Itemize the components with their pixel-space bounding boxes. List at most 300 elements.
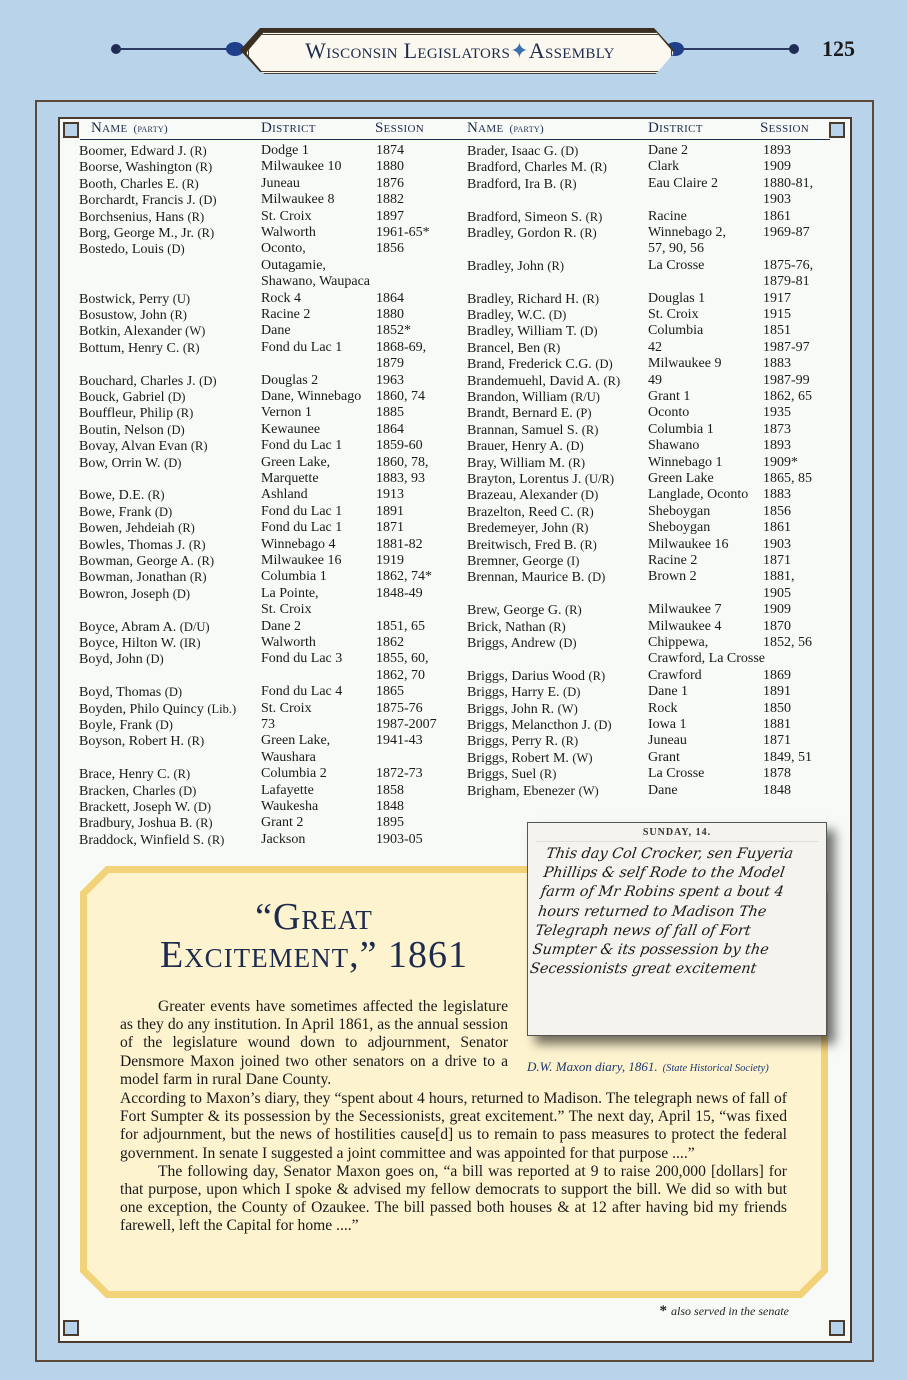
table-row xyxy=(467,651,833,667)
party: (R) xyxy=(195,816,213,831)
table-row xyxy=(79,701,446,717)
party: (R) xyxy=(577,504,594,519)
header-rule-left xyxy=(118,48,230,50)
table-row xyxy=(467,225,833,241)
district: Green Lake xyxy=(648,471,714,486)
session: 1917 xyxy=(763,290,791,306)
table-row xyxy=(467,586,833,602)
header-rule-end-dot-right xyxy=(789,44,799,54)
table-row xyxy=(79,274,446,290)
session: 1903-05 xyxy=(376,831,423,847)
district: La Crosse xyxy=(648,257,705,273)
session: 1881 xyxy=(763,717,791,732)
legislator-name: Briggs, Suel (R) xyxy=(467,767,557,783)
table-row xyxy=(467,717,833,733)
table-row xyxy=(467,684,833,700)
frame-corner-ornament xyxy=(829,1320,845,1336)
table-row xyxy=(79,815,446,831)
legislator-name: Bowe, D.E. (R) xyxy=(79,488,165,504)
party: (R) xyxy=(585,209,603,224)
legislator-name: Breitwisch, Fred B. (R) xyxy=(467,537,597,553)
party: (R) xyxy=(603,373,621,388)
legislator-name: Bowles, Thomas J. (R) xyxy=(79,537,206,553)
frame-corner-ornament xyxy=(63,1320,79,1336)
session: 1963 xyxy=(376,372,404,388)
session: 1849, 51 xyxy=(763,749,812,765)
session: 1919 xyxy=(376,553,404,568)
table-row xyxy=(467,422,833,438)
legislator-name: Brand, Frederick C.G. (D) xyxy=(467,357,613,373)
session: 1865 xyxy=(376,684,404,700)
district: La Pointe, xyxy=(261,585,319,601)
legislator-name: Bouchard, Charles J. (D) xyxy=(79,373,217,389)
sidebar-paragraph-narrow: Greater events have sometimes affected the legislature as they do any institution. In April 1861, as the annual session of the legislature wound down to adjournment, Senator Densmore Maxon joined two other senators on a drive to a model farm in rural Dane County. xyxy=(120,998,508,1088)
party: (I) xyxy=(566,554,580,568)
legislator-name: Bradford, Charles M. (R) xyxy=(467,160,607,176)
district: Fond du Lac 4 xyxy=(261,684,343,700)
district: Dane 2 xyxy=(648,143,689,158)
district: Juneau xyxy=(261,175,300,191)
table-row xyxy=(79,651,446,667)
party: (R) xyxy=(543,340,561,355)
district: Milwaukee 9 xyxy=(648,356,722,372)
frame-corner-ornament xyxy=(63,122,79,138)
table-row xyxy=(79,586,446,602)
district: St. Croix xyxy=(261,700,312,716)
table-row xyxy=(79,373,446,389)
party: (R) xyxy=(147,488,165,503)
legislator-name: Brigham, Ebenezer (W) xyxy=(467,783,599,799)
session: 1891 xyxy=(763,684,791,700)
district: Kewaunee xyxy=(261,421,321,437)
party: (R) xyxy=(580,226,597,240)
table-row xyxy=(79,832,446,848)
table-row xyxy=(467,176,833,192)
party: (D) xyxy=(167,422,185,437)
legislator-name: Bowman, Jonathan (R) xyxy=(79,570,207,586)
session: 1858 xyxy=(376,782,404,798)
party: (D) xyxy=(563,685,581,700)
district: Sheboygan xyxy=(648,503,711,519)
legislator-name: Bosustow, John (R) xyxy=(79,308,187,323)
table-row xyxy=(467,192,833,208)
party: (D) xyxy=(146,652,164,667)
session: 1883, 93 xyxy=(376,471,425,486)
session: 1905 xyxy=(763,585,791,601)
legislator-name: Braddock, Winfield S. (R) xyxy=(79,832,225,848)
party: (R) xyxy=(170,308,187,322)
party: (R) xyxy=(539,767,557,782)
session: 1878 xyxy=(763,766,791,782)
legislator-name: Brader, Isaac G. (D) xyxy=(467,144,579,159)
session: 1961-65* xyxy=(376,225,430,240)
district: Milwaukee 16 xyxy=(261,553,342,568)
session: 1848-49 xyxy=(376,585,423,601)
party: (R) xyxy=(581,422,599,437)
table-row xyxy=(79,422,446,438)
table-row xyxy=(467,438,833,454)
session: 1903 xyxy=(763,536,791,552)
party: (D) xyxy=(559,636,577,650)
session: 1860, 78, xyxy=(376,454,429,470)
table-row xyxy=(467,750,833,766)
legislator-name: Boyle, Frank (D) xyxy=(79,718,173,733)
district: Milwaukee 10 xyxy=(261,159,342,175)
legislator-name: Bowe, Frank (D) xyxy=(79,504,173,520)
legislator-name: Boyd, Thomas (D) xyxy=(79,685,183,701)
table-row xyxy=(467,159,833,175)
session: 1895 xyxy=(376,815,404,831)
district: Fond du Lac 1 xyxy=(261,503,343,519)
district: Crawford, La Crosse xyxy=(648,651,766,667)
session: 1848 xyxy=(763,782,791,798)
table-row xyxy=(467,553,833,569)
party: (R) xyxy=(588,668,606,683)
party: (IR) xyxy=(179,636,201,650)
column-header-rule xyxy=(80,139,830,140)
table-row xyxy=(79,619,446,635)
legislator-name: Boutin, Nelson (D) xyxy=(79,422,185,438)
party: (R) xyxy=(178,521,195,536)
session: 1868-69, xyxy=(376,339,427,355)
party: (D) xyxy=(193,800,212,814)
district: Grant 2 xyxy=(261,815,304,831)
legislator-name: Bradley, William T. (D) xyxy=(467,324,598,340)
legislator-name: Boyce, Abram A. (D/U) xyxy=(79,619,210,635)
party: (R) xyxy=(188,537,206,552)
party: (D) xyxy=(154,504,173,519)
session: 1848 xyxy=(376,799,404,814)
party: (R) xyxy=(549,619,566,634)
district: Iowa 1 xyxy=(648,717,687,732)
table-row xyxy=(467,274,833,290)
table-row xyxy=(79,471,446,487)
legislator-name: Bremner, George (I) xyxy=(467,554,580,569)
party: (R) xyxy=(173,767,191,782)
legislator-name: Brayton, Lorentus J. (U/R) xyxy=(467,472,614,487)
session: 1864 xyxy=(376,290,404,306)
party: (R) xyxy=(187,209,205,224)
legislator-name: Brackett, Joseph W. (D) xyxy=(79,800,212,815)
session: 1883 xyxy=(763,487,791,503)
legislator-name: Bradley, Gordon R. (R) xyxy=(467,226,597,241)
district: Juneau xyxy=(648,733,687,749)
table-row xyxy=(467,307,833,323)
district: St. Croix xyxy=(648,307,699,322)
session: 1876 xyxy=(376,175,404,191)
diary-handwriting: This day Col Crocker, sen Fuyeria Phillips & self Rode to the Model farm of Mr Robins spent a bout 4 hours returned to Madison The Telegraph news of fall of Fort Sumpter & its possession by the Secessionists great excitement xyxy=(528,846,795,978)
legislator-name: Bowen, Jehdeiah (R) xyxy=(79,521,195,537)
table-row xyxy=(467,405,833,421)
table-row xyxy=(79,635,446,651)
party: (U/R) xyxy=(584,472,614,486)
district: Rock 4 xyxy=(261,290,302,306)
session: 1969-87 xyxy=(763,225,810,240)
district: Shawano xyxy=(648,438,700,454)
party: (D) xyxy=(587,570,606,585)
district: Milwaukee 7 xyxy=(648,602,722,618)
party: (R) xyxy=(190,144,207,158)
district: Winnebago 4 xyxy=(261,536,336,552)
table-row xyxy=(467,569,833,585)
legislator-name: Briggs, Darius Wood (R) xyxy=(467,668,606,684)
party: (R) xyxy=(547,258,565,273)
session: 1941-43 xyxy=(376,733,423,749)
party: (W) xyxy=(578,783,599,798)
frame-corner-ornament xyxy=(829,122,845,138)
table-row xyxy=(467,373,833,389)
table-row xyxy=(467,209,833,225)
district: Fond du Lac 1 xyxy=(261,339,343,355)
column-header-name-right: Name (party) xyxy=(467,120,544,136)
district: Columbia 1 xyxy=(648,421,714,437)
legislator-name: Brancel, Ben (R) xyxy=(467,340,561,356)
session: 1852* xyxy=(376,323,411,339)
table-row xyxy=(467,602,833,618)
table-row xyxy=(79,323,446,339)
party: (R) xyxy=(568,455,585,470)
session: 1893 xyxy=(763,438,791,454)
legislator-name: Brannan, Samuel S. (R) xyxy=(467,422,599,438)
party: (R) xyxy=(197,554,215,568)
district: Ashland xyxy=(261,487,308,503)
district: 73 xyxy=(261,717,275,732)
district: Eau Claire 2 xyxy=(648,175,718,191)
district: 49 xyxy=(648,372,662,388)
legislator-name: Briggs, Melancthon J. (D) xyxy=(467,718,612,733)
legislator-name: Briggs, Perry R. (R) xyxy=(467,734,579,750)
caption-source: (State Historical Society) xyxy=(662,1063,769,1074)
legislator-name: Boyce, Hilton W. (IR) xyxy=(79,636,201,651)
party: (D) xyxy=(566,439,584,454)
legislator-name: Briggs, Harry E. (D) xyxy=(467,685,581,701)
table-row xyxy=(79,455,446,471)
diary-page-image xyxy=(527,822,827,1036)
legislator-name: Bradford, Ira B. (R) xyxy=(467,176,577,192)
legislator-name: Brick, Nathan (R) xyxy=(467,619,566,635)
table-row xyxy=(79,143,446,159)
legislator-name: Briggs, John R. (W) xyxy=(467,701,578,717)
session: 1880 xyxy=(376,307,404,322)
table-row xyxy=(79,733,446,749)
party: (R) xyxy=(182,340,200,355)
district: Fond du Lac 1 xyxy=(261,438,343,454)
party: (R) xyxy=(559,176,577,191)
table-row xyxy=(467,504,833,520)
table-row xyxy=(467,323,833,339)
table-row xyxy=(79,159,446,175)
district: St. Croix xyxy=(261,602,312,618)
party: (D) xyxy=(199,373,217,388)
session: 1869 xyxy=(763,667,791,683)
session: 1897 xyxy=(376,208,404,224)
session: 1987-99 xyxy=(763,372,810,388)
district: Outagamie, xyxy=(261,257,326,273)
diary-ruled-line xyxy=(536,841,818,842)
legislator-name: Bottum, Henry C. (R) xyxy=(79,340,200,356)
party: (D) xyxy=(164,455,182,470)
session: 1881-82 xyxy=(376,536,423,552)
legislator-name: Bredemeyer, John (R) xyxy=(467,521,589,537)
legislator-name: Bracken, Charles (D) xyxy=(79,783,197,799)
table-row xyxy=(79,766,446,782)
legislator-name: Bovay, Alvan Evan (R) xyxy=(79,439,208,455)
session: 1891 xyxy=(376,503,404,519)
party: (D) xyxy=(199,193,217,208)
table-row xyxy=(79,241,446,257)
session: 1862, 65 xyxy=(763,389,812,404)
legislator-name: Brandemuehl, David A. (R) xyxy=(467,373,621,389)
party: (D) xyxy=(594,718,612,732)
legislator-name: Booth, Charles E. (R) xyxy=(79,176,199,192)
party: (D) xyxy=(178,783,197,798)
district: Green Lake, xyxy=(261,454,331,470)
session: 1856 xyxy=(763,503,791,519)
district: Shawano, Waupaca xyxy=(261,274,371,290)
legislator-name: Borchardt, Francis J. (D) xyxy=(79,193,217,209)
legislator-name: Briggs, Andrew (D) xyxy=(467,636,577,651)
table-row xyxy=(467,619,833,635)
district: Grant 1 xyxy=(648,389,691,404)
legislator-name: Briggs, Robert M. (W) xyxy=(467,750,593,766)
page-number: 125 xyxy=(822,36,855,61)
legislator-name: Brennan, Maurice B. (D) xyxy=(467,570,606,586)
session: 1859-60 xyxy=(376,438,423,454)
sidebar-title: “Great Excitement,” 1861 xyxy=(159,896,469,976)
legislator-name: Bostedo, Louis (D) xyxy=(79,242,185,258)
legislator-name: Bowron, Joseph (D) xyxy=(79,586,191,602)
party: (R) xyxy=(176,406,194,421)
district: Dodge 1 xyxy=(261,143,309,158)
legislator-name: Boorse, Washington (R) xyxy=(79,160,213,176)
session: 1875-76, xyxy=(763,257,814,273)
district: Racine 2 xyxy=(261,307,311,322)
party: (D) xyxy=(172,586,191,601)
district: Columbia 1 xyxy=(261,569,327,585)
party: (D) xyxy=(595,357,613,372)
district: Langlade, Oconto xyxy=(648,487,749,503)
table-row xyxy=(79,389,446,405)
party: (D) xyxy=(155,718,173,732)
party: (R) xyxy=(571,521,589,536)
session: 1882 xyxy=(376,192,404,208)
district: Waukesha xyxy=(261,799,319,814)
session: 1893 xyxy=(763,143,791,158)
legislator-name: Brandon, William (R/U) xyxy=(467,390,600,405)
table-row xyxy=(79,717,446,733)
legislator-name: Brace, Henry C. (R) xyxy=(79,767,191,783)
legislator-name: Bradford, Simeon S. (R) xyxy=(467,209,603,225)
session: 1885 xyxy=(376,405,404,421)
table-row xyxy=(79,684,446,700)
table-row xyxy=(79,602,446,618)
district: Chippewa, xyxy=(648,635,709,650)
district: Milwaukee 16 xyxy=(648,536,729,552)
session: 1879-81 xyxy=(763,274,810,290)
session: 1862 xyxy=(376,635,404,650)
district: Columbia xyxy=(648,323,704,339)
legislator-name: Borchsenius, Hans (R) xyxy=(79,209,205,225)
session: 1881, xyxy=(763,569,795,585)
session: 1872-73 xyxy=(376,766,423,782)
table-row xyxy=(79,307,446,323)
session: 1909 xyxy=(763,602,791,618)
legislator-name: Boomer, Edward J. (R) xyxy=(79,144,207,159)
district: Sheboygan xyxy=(648,520,711,536)
party: (W) xyxy=(557,701,578,716)
running-header-title: Wisconsin Legislators✦Assembly xyxy=(305,38,615,63)
district: 57, 90, 56 xyxy=(648,241,704,257)
column-header-district-left: District xyxy=(261,120,316,136)
table-row xyxy=(467,783,833,799)
party: (R/U) xyxy=(570,390,600,404)
table-row xyxy=(79,356,446,372)
session: 1851, 65 xyxy=(376,618,425,634)
session: 1865, 85 xyxy=(763,471,812,486)
party: (D) xyxy=(548,308,567,322)
party: (R) xyxy=(561,734,579,749)
diary-caption: D.W. Maxon diary, 1861. (State Historical Society) xyxy=(527,1059,769,1074)
session: 1871 xyxy=(763,733,791,749)
footnote: * also served in the senate xyxy=(659,1303,789,1319)
table-row xyxy=(467,340,833,356)
table-row xyxy=(79,291,446,307)
party: (R) xyxy=(189,570,207,585)
table-row xyxy=(79,192,446,208)
district: Milwaukee 4 xyxy=(648,618,722,634)
session: 1862, 70 xyxy=(376,667,425,683)
legislator-name: Botkin, Alexander (W) xyxy=(79,324,206,340)
legislator-name: Brandt, Bernard E. (P) xyxy=(467,406,592,422)
legislator-name: Bow, Orrin W. (D) xyxy=(79,455,182,471)
party: (D/U) xyxy=(179,619,210,634)
session: 1913 xyxy=(376,487,404,503)
table-row xyxy=(79,799,446,815)
district: Rock xyxy=(648,700,678,716)
district: Jackson xyxy=(261,831,306,847)
district: La Crosse xyxy=(648,766,705,782)
party: (D) xyxy=(167,242,185,257)
session: 1860, 74 xyxy=(376,389,425,404)
party: (R) xyxy=(582,291,600,306)
table-row xyxy=(79,258,446,274)
district: Oconto xyxy=(648,405,690,421)
table-row xyxy=(79,176,446,192)
session: 1851 xyxy=(763,323,791,339)
session: 1852, 56 xyxy=(763,635,812,650)
table-row xyxy=(467,635,833,651)
table-row xyxy=(79,438,446,454)
table-row xyxy=(79,569,446,585)
district: Waushara xyxy=(261,749,316,765)
diary-date-heading: SUNDAY, 14. xyxy=(642,827,712,838)
session: 1909 xyxy=(763,159,791,175)
session: 1874 xyxy=(376,143,404,158)
district: Oconto, xyxy=(261,241,306,257)
footnote-asterisk: * xyxy=(659,1303,668,1319)
table-row xyxy=(79,668,446,684)
district: Milwaukee 8 xyxy=(261,192,335,208)
table-row xyxy=(467,471,833,487)
district: Winnebago 2, xyxy=(648,225,726,240)
session: 1883 xyxy=(763,356,791,372)
legislator-name: Bray, William M. (R) xyxy=(467,455,585,471)
district: Clark xyxy=(648,159,680,175)
legislator-name: Boyd, John (D) xyxy=(79,652,164,668)
party: (D) xyxy=(560,144,579,158)
legislator-name: Brew, George G. (R) xyxy=(467,603,582,619)
table-row xyxy=(467,241,833,257)
